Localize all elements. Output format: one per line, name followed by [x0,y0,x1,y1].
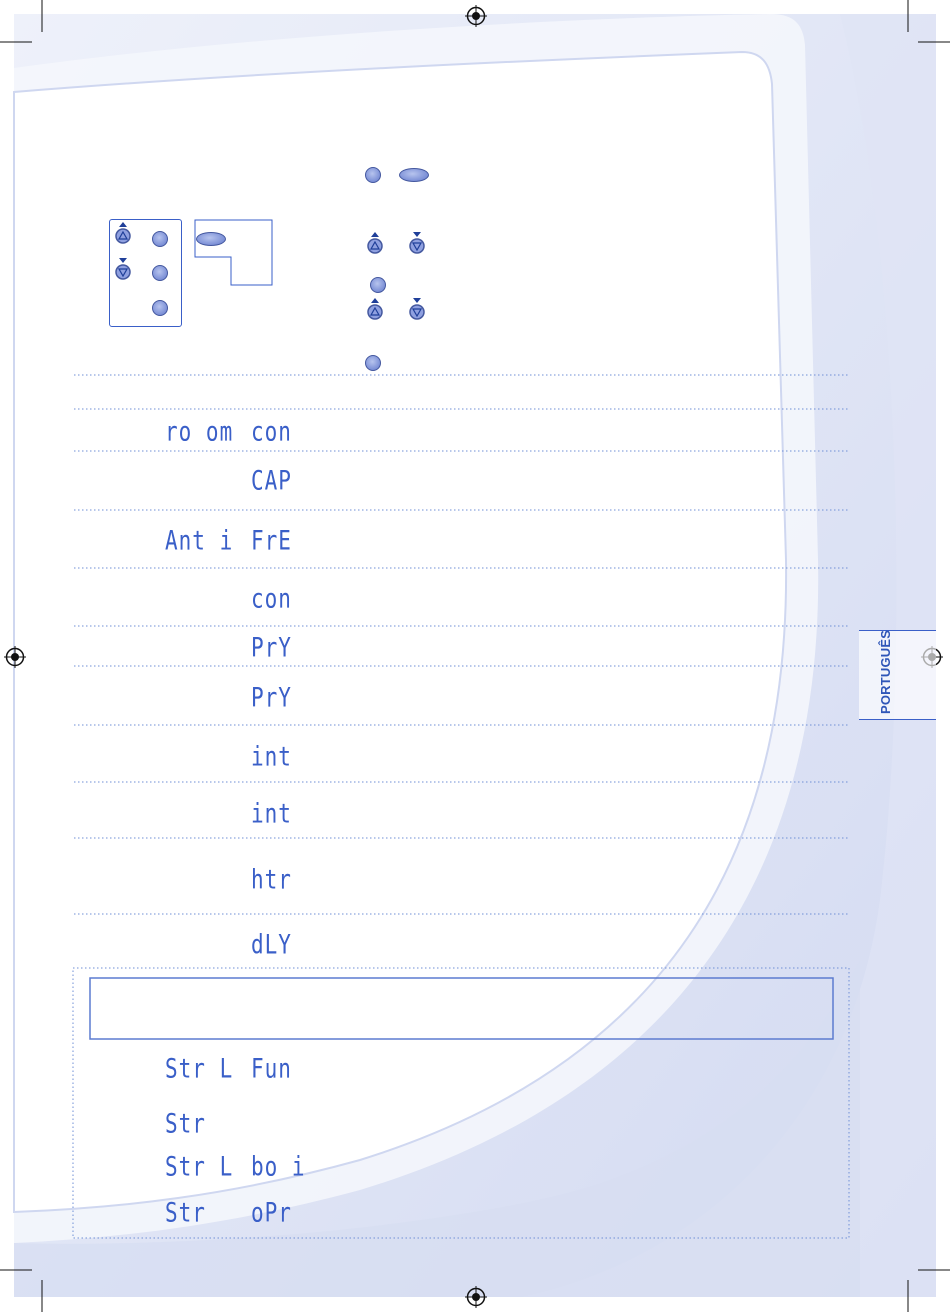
display-code-fun: Fun [251,1053,292,1084]
display-code-pry: PrY [251,682,292,713]
display-code-room: ro om [165,416,234,447]
display-code-anti: Ant i [165,525,234,556]
display-code-con: con [251,583,292,614]
language-side-tab[interactable] [859,630,936,720]
display-code-pry: PrY [251,632,292,663]
display-code-int: int [251,798,292,829]
display-code-con: con [251,416,292,447]
display-code-boi: bo i [251,1151,306,1182]
language-label: PORTUGUÊS [878,629,893,714]
display-code-strl: Str L [165,1151,234,1182]
display-code-opr: oPr [251,1197,292,1228]
display-code-str: Str [165,1108,206,1139]
display-code-str: Str [165,1197,206,1228]
display-code-htr: htr [251,864,292,895]
display-code-int: int [251,741,292,772]
display-code-strl: Str L [165,1053,234,1084]
display-code-cap: CAP [251,465,292,496]
display-code-dly: dLY [251,929,292,960]
display-code-fre: FrE [251,525,292,556]
